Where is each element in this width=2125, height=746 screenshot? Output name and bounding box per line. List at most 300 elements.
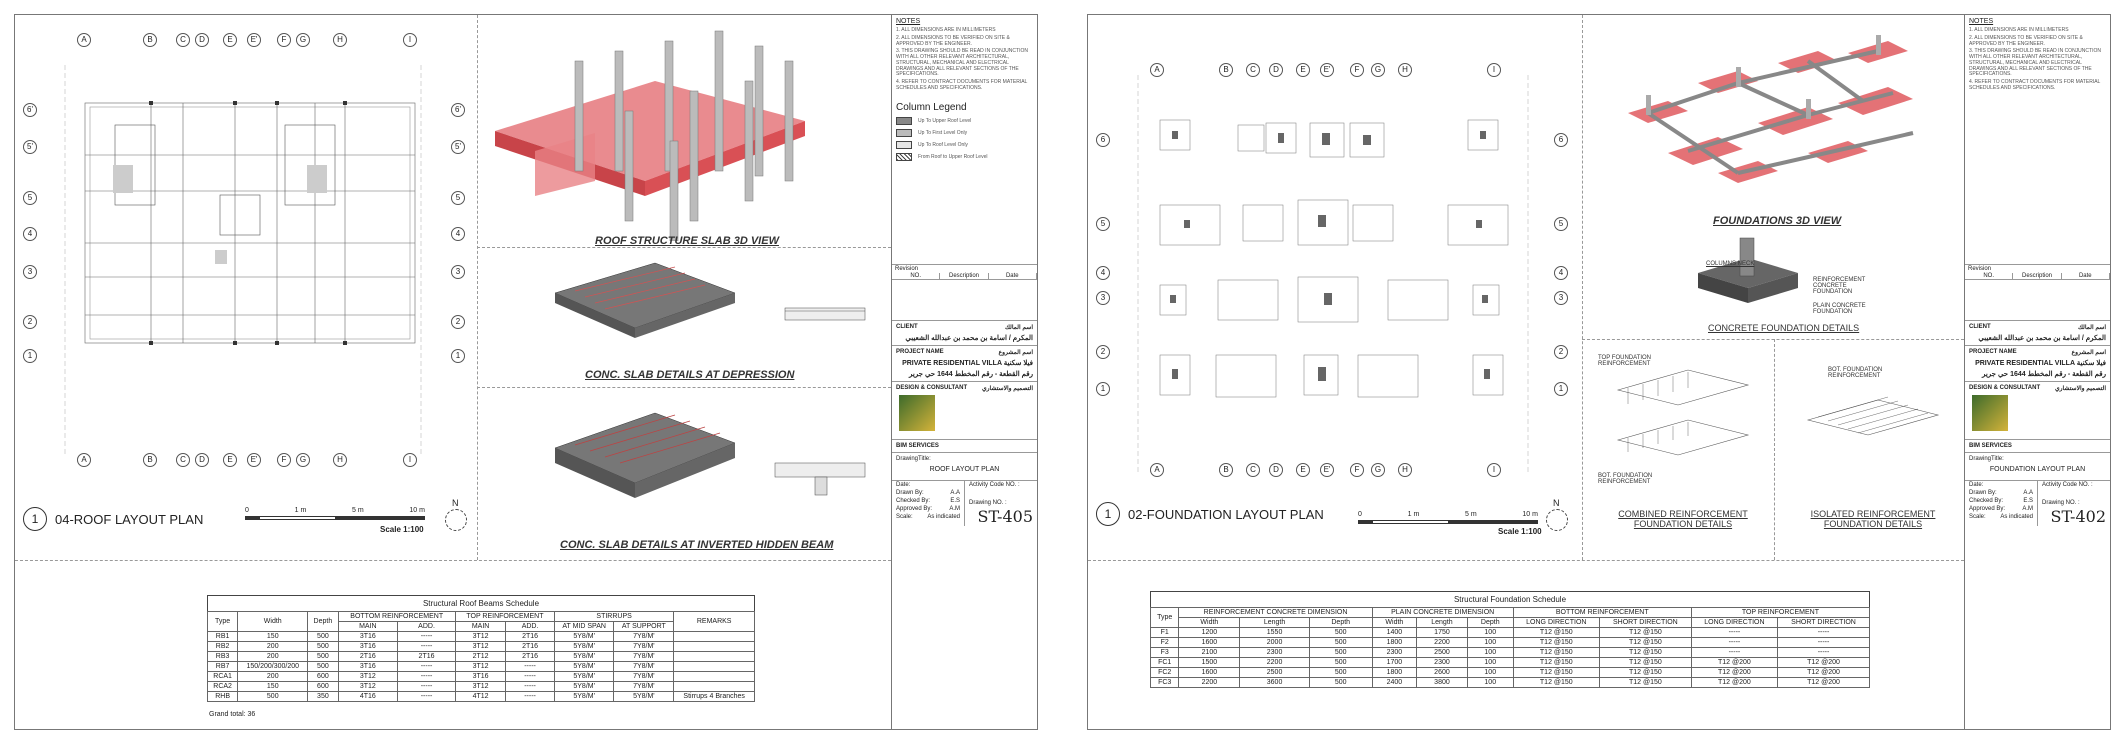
table-cell: 7Y8/M'	[614, 642, 674, 652]
meta-key: Date:	[896, 482, 911, 488]
table-cell: 1700	[1372, 658, 1416, 668]
grid-bubble-number: 4	[23, 227, 37, 241]
drawing-title-section	[892, 453, 1037, 481]
meta-left	[892, 481, 965, 526]
client-label-row	[896, 324, 1033, 331]
table-cell	[674, 672, 755, 682]
client	[1965, 321, 2110, 346]
notes-list	[1969, 28, 2106, 92]
project-value: PRIVATE RESIDENTIAL VILLA فيلا سكنية	[902, 360, 1033, 367]
col-header: BOTTOM REINFORCEMENT	[1513, 608, 1691, 618]
legend-swatch	[896, 141, 912, 149]
column-legend	[896, 102, 1033, 161]
col-subheader: Length	[1240, 618, 1310, 628]
col-subheader: ADD.	[506, 622, 555, 632]
grid-bubble-number: 2	[23, 315, 37, 329]
project	[892, 346, 1037, 382]
grid-bubble-number: 1	[451, 349, 465, 363]
drawing-number: ST-402	[2050, 507, 2106, 526]
legend-label: Up To Roof Level Only	[918, 141, 968, 148]
table-cell: -----	[506, 672, 555, 682]
table-row	[208, 642, 755, 652]
project-value: PRIVATE RESIDENTIAL VILLA فيلا سكنية	[1975, 360, 2106, 367]
table-cell: 350	[308, 692, 338, 702]
table-cell: 100	[1467, 638, 1513, 648]
table-cell: 500	[1309, 628, 1372, 638]
roof-layout-plan	[15, 15, 475, 560]
table-cell: T12 @150	[1599, 638, 1691, 648]
col-subheader: SHORT DIRECTION	[1778, 618, 1870, 628]
table-cell	[674, 652, 755, 662]
grid-bubble-number: 3	[1096, 291, 1110, 305]
client-label-ar: اسم المالك	[2077, 325, 2106, 331]
legend-item	[896, 141, 1033, 149]
table-cell: -----	[506, 682, 555, 692]
grid-bubble-letter: H	[333, 453, 347, 467]
design-label: DESIGN & CONSULTANT	[896, 385, 968, 391]
drawing-no-label: Drawing NO. :	[969, 500, 1007, 506]
table-cell: -----	[398, 662, 456, 672]
scale-bar	[245, 507, 425, 520]
note-item: 4. REFER TO CONTRACT DOCUMENTS FOR MATERIAL SCHEDULES AND SPECIFICATIONS.	[1969, 79, 2101, 91]
table-cell: 2300	[1372, 648, 1416, 658]
col-subheader: Width	[1179, 618, 1240, 628]
table-cell: 2200	[1240, 658, 1310, 668]
table-cell: F3	[1151, 648, 1179, 658]
table-cell: 7Y8/M'	[614, 652, 674, 662]
project-label-row	[1969, 349, 2106, 356]
plan-title	[1096, 502, 1324, 526]
drawing-title-value: ROOF LAYOUT PLAN	[929, 466, 1000, 473]
client-value: المكرم / اسامة بن محمد بن عبدالله الشعيبي	[905, 335, 1033, 342]
table-row	[1151, 638, 1870, 648]
table-cell: 2200	[1417, 638, 1468, 648]
meta-value: A.M	[2022, 506, 2033, 512]
label-bot-reinf-2: BOT. FOUNDATION REINFORCEMENT	[1828, 367, 1883, 379]
note-item: 2. ALL DIMENSIONS TO BE VERIFIED ON SITE & APPROVED BY THE ENGINEER.	[1969, 34, 2083, 47]
table-cell: 200	[238, 672, 308, 682]
meta-value: E.S	[2023, 498, 2033, 504]
table-cell: 1750	[1417, 628, 1468, 638]
grid-bubble-letter: G	[296, 453, 310, 467]
col-header: STIRRUPS	[554, 612, 673, 622]
table-cell: 1600	[1179, 638, 1240, 648]
grid-bubble-letter: E'	[247, 453, 261, 467]
grid-bubble-letter: B	[1219, 463, 1233, 477]
col-header: BOTTOM REINFORCEMENT	[338, 612, 455, 622]
col-header: TOP REINFORCEMENT	[455, 612, 554, 622]
legend-item	[896, 153, 1033, 161]
table-row	[1151, 658, 1870, 668]
grid-bubble-letter: A	[77, 453, 91, 467]
table-cell: 100	[1467, 668, 1513, 678]
table-cell: 7Y8/M'	[614, 682, 674, 692]
table-cell: T12 @150	[1599, 668, 1691, 678]
foundations-3d-view	[1608, 23, 1948, 213]
meta-value: As indicated	[2000, 514, 2033, 520]
revision-header	[1965, 273, 2110, 280]
table-cell: 200	[238, 642, 308, 652]
grid-bubble-number: 5	[1554, 217, 1568, 231]
drawing-meta	[1965, 481, 2110, 526]
table-cell: 5Y8/M'	[554, 632, 613, 642]
north-label: N	[452, 498, 459, 508]
revision-header	[892, 273, 1037, 280]
grid-bubble-letter: F	[1350, 463, 1364, 477]
table-cell: 100	[1467, 628, 1513, 638]
grid-bubble-number: 1	[1554, 382, 1568, 396]
grid-bubble-letter: G	[1371, 463, 1385, 477]
meta-row	[892, 481, 964, 489]
table-cell: 7Y8/M'	[614, 662, 674, 672]
grid-bubble-number: 6	[1096, 133, 1110, 147]
grid-bubble-number: 3	[451, 265, 465, 279]
grid-bubble-letter: A	[1150, 63, 1164, 77]
scale-tick: 5 m	[352, 507, 364, 514]
grid-bubble-number: 5'	[23, 140, 37, 154]
table-cell: 5Y8/M'	[554, 642, 613, 652]
client-label-ar: اسم المالك	[1004, 325, 1033, 331]
table-cell: 2T16	[506, 652, 555, 662]
title-block	[1964, 15, 2110, 729]
view-title-inverted-beam: CONC. SLAB DETAILS AT INVERTED HIDDEN BEAM	[560, 539, 834, 551]
concrete-foundation-detail	[1688, 233, 1828, 323]
drawing-title-label: DrawingTitle:	[896, 456, 931, 462]
col-subheader: LONG DIRECTION	[1513, 618, 1599, 628]
table-cell: 500	[238, 692, 308, 702]
table-cell: T12 @200	[1778, 678, 1870, 688]
table-cell	[674, 682, 755, 692]
table-cell: 500	[1309, 658, 1372, 668]
table-cell: 3T16	[338, 632, 398, 642]
table-cell: 600	[308, 672, 338, 682]
grid-bubble-letter: C	[1246, 63, 1260, 77]
table-cell: 3T16	[338, 642, 398, 652]
table-cell: T12 @200	[1778, 668, 1870, 678]
view-title-foundations-3d: FOUNDATIONS 3D VIEW	[1713, 215, 1842, 227]
grid-bubble-number: 2	[1554, 345, 1568, 359]
table-cell: 3600	[1240, 678, 1310, 688]
client-label-row	[1969, 324, 2106, 331]
grid-bubble-letter: C	[176, 453, 190, 467]
view-title-depression: CONC. SLAB DETAILS AT DEPRESSION	[585, 369, 795, 381]
table-cell: 2400	[1372, 678, 1416, 688]
label-column-neck: COLUMNS NECK	[1706, 261, 1755, 267]
design	[892, 382, 1037, 440]
col-subheader: AT SUPPORT	[614, 622, 674, 632]
plan-number: 1	[23, 507, 47, 531]
table-cell: 1550	[1240, 628, 1310, 638]
grid-bubble-number: 4	[1096, 266, 1110, 280]
table-cell: T12 @150	[1599, 648, 1691, 658]
table-cell: T12 @200	[1778, 658, 1870, 668]
table-row	[1151, 648, 1870, 658]
design	[1965, 382, 2110, 440]
col-header: Type	[208, 612, 238, 632]
legend-item	[896, 117, 1033, 125]
project-label: PROJECT NAME	[896, 349, 944, 355]
table-cell: 1800	[1372, 668, 1416, 678]
col-header: TOP REINFORCEMENT	[1691, 608, 1869, 618]
table-cell: T12 @150	[1513, 678, 1599, 688]
project-label-row	[896, 349, 1033, 356]
grid-bubble-letter: G	[296, 33, 310, 47]
col-header: Depth	[308, 612, 338, 632]
table-cell: 500	[308, 642, 338, 652]
bim-services	[1965, 440, 2110, 453]
table-cell: 2600	[1417, 668, 1468, 678]
meta-value: As indicated	[927, 514, 960, 520]
foundation-sheet	[1087, 14, 2111, 730]
grid-bubble-number: 5	[451, 191, 465, 205]
table-cell: -----	[398, 632, 456, 642]
note-item: 3. THIS DRAWING SHOULD BE READ IN CONJUNCTION WITH ALL OTHER RELEVANT ARCHITECTURAL, STRUCTURAL, MECHANICAL AND ELECTRICAL DRAWINGS AND ALL RELEVANT SECTIONS OF THE SPECIFICATIONS.	[1969, 48, 2101, 78]
bim-label: BIM SERVICES	[896, 443, 939, 449]
grid-bubble-number: 2	[451, 315, 465, 329]
table-row	[208, 662, 755, 672]
grid-bubble-letter: B	[143, 453, 157, 467]
legend-label: Up To Upper Roof Level	[918, 117, 972, 124]
design-label-row	[1969, 385, 2106, 392]
table-cell: RHB	[208, 692, 238, 702]
grid-bubble-number: 6	[1554, 133, 1568, 147]
scale-label: Scale 1:100	[380, 525, 424, 534]
project-label-ar: اسم المشروع	[998, 350, 1033, 356]
table-cell: 150	[238, 632, 308, 642]
note-item: 4. REFER TO CONTRACT DOCUMENTS FOR MATERIAL SCHEDULES AND SPECIFICATIONS.	[896, 79, 1028, 91]
table-cell: 100	[1467, 658, 1513, 668]
table-cell: -----	[506, 662, 555, 672]
roof-slab-3d-view	[485, 21, 885, 241]
inverted-beam-detail	[535, 393, 885, 533]
table-cell: 500	[308, 662, 338, 672]
table-cell: Stirrups 4 Branches	[674, 692, 755, 702]
table-cell: 2000	[1240, 638, 1310, 648]
meta-key: Date:	[1969, 482, 1984, 488]
table-cell: 1500	[1179, 658, 1240, 668]
grid-bubble-number: 3	[1554, 291, 1568, 305]
note-item: 1. ALL DIMENSIONS ARE IN MILLIMETERS	[1969, 27, 2069, 33]
table-cell: FC1	[1151, 658, 1179, 668]
table-cell: 4T12	[455, 692, 505, 702]
meta-row	[892, 513, 964, 521]
meta-value: E.S	[950, 498, 960, 504]
grid-bubble-number: 5	[1096, 217, 1110, 231]
table-cell: -----	[1778, 628, 1870, 638]
table-cell: 150/200/300/200	[238, 662, 308, 672]
scale-tick: 10 m	[1522, 511, 1538, 518]
table-cell: RB7	[208, 662, 238, 672]
project	[1965, 346, 2110, 382]
table-cell: 5Y8/M'	[554, 652, 613, 662]
grid-bubble-letter: C	[1246, 463, 1260, 477]
grid-bubble-letter: E'	[1320, 463, 1334, 477]
grid-bubble-letter: D	[1269, 63, 1283, 77]
table-cell: T12 @200	[1691, 668, 1777, 678]
table-cell: -----	[1691, 628, 1777, 638]
table-cell: RB2	[208, 642, 238, 652]
table-row	[208, 692, 755, 702]
view-title-combined: COMBINED REINFORCEMENT FOUNDATION DETAILS	[1618, 509, 1748, 529]
table-cell: -----	[1778, 648, 1870, 658]
note-item: 3. THIS DRAWING SHOULD BE READ IN CONJUNCTION WITH ALL OTHER RELEVANT ARCHITECTURAL, STRUCTURAL, MECHANICAL AND ELECTRICAL DRAWINGS AND ALL RELEVANT SECTIONS OF THE SPECIFICATIONS.	[896, 48, 1028, 78]
label-top-reinf: TOP FOUNDATION REINFORCEMENT	[1598, 355, 1652, 367]
col-header: Type	[1151, 608, 1179, 628]
client-label: CLIENT	[1969, 324, 1991, 330]
north-arrow	[1546, 498, 1568, 531]
roof-beams-schedule	[207, 595, 755, 702]
table-cell: 3T12	[338, 672, 398, 682]
col-header: Width	[238, 612, 308, 632]
table-cell: 2500	[1240, 668, 1310, 678]
client-value: المكرم / اسامة بن محمد بن عبدالله الشعيبي	[1978, 335, 2106, 342]
grid-bubble-number: 5'	[451, 140, 465, 154]
scale-bar	[1358, 511, 1538, 524]
project-sub: رقم القطعة - رقم المخطط 1644 حي جرير	[909, 371, 1033, 378]
meta-row	[1965, 497, 2037, 505]
table-cell: 150	[238, 682, 308, 692]
table-cell: T12 @150	[1513, 648, 1599, 658]
table-cell: 500	[1309, 648, 1372, 658]
table-cell: 5Y8/M'	[554, 662, 613, 672]
notes-title: NOTES	[896, 18, 921, 25]
col-subheader: Width	[1372, 618, 1416, 628]
table-cell: 2300	[1417, 658, 1468, 668]
col-subheader: MAIN	[455, 622, 505, 632]
table-cell: 200	[238, 652, 308, 662]
plan-title-text: 04-ROOF LAYOUT PLAN	[55, 511, 204, 527]
table-cell: -----	[1691, 648, 1777, 658]
table-cell: -----	[398, 682, 456, 692]
client	[892, 321, 1037, 346]
table-cell: -----	[398, 672, 456, 682]
label-plain-conc: PLAIN CONCRETE FOUNDATION	[1813, 303, 1866, 315]
table-cell: 2T16	[506, 632, 555, 642]
project-label-ar: اسم المشروع	[2071, 350, 2106, 356]
grid-bubble-number: 2	[1096, 345, 1110, 359]
table-cell: -----	[1778, 638, 1870, 648]
meta-value: A.A	[2023, 490, 2033, 496]
col-subheader: Depth	[1309, 618, 1372, 628]
notes-section	[892, 15, 1037, 265]
table-cell: 100	[1467, 648, 1513, 658]
roof-sheet	[14, 14, 1038, 730]
slab-depression-detail	[535, 253, 885, 373]
grid-bubble-letter: E	[223, 453, 237, 467]
table-cell: 3T12	[455, 632, 505, 642]
grid-bubble-letter: C	[176, 33, 190, 47]
table-cell: F1	[1151, 628, 1179, 638]
grid-bubble-letter: B	[143, 33, 157, 47]
legend-swatch	[896, 117, 912, 125]
table-cell: RB3	[208, 652, 238, 662]
legend-title: Column Legend	[896, 101, 967, 113]
grid-bubble-letter: I	[403, 33, 417, 47]
col-subheader: Length	[1417, 618, 1468, 628]
note-item: 2. ALL DIMENSIONS TO BE VERIFIED ON SITE & APPROVED BY THE ENGINEER.	[896, 34, 1010, 47]
table-row	[1151, 628, 1870, 638]
grid-bubble-letter: H	[1398, 63, 1412, 77]
table-cell: 7Y8/M'	[614, 672, 674, 682]
meta-row	[892, 489, 964, 497]
north-label: N	[1553, 498, 1560, 508]
scale-tick: 1 m	[294, 507, 307, 514]
meta-row	[1965, 489, 2037, 497]
scale-tick: 0	[1358, 511, 1362, 518]
table-cell: 2200	[1179, 678, 1240, 688]
table-cell: T12 @150	[1513, 658, 1599, 668]
table-cell: 3T12	[338, 682, 398, 692]
table-cell: T12 @200	[1691, 678, 1777, 688]
activity-code-label: Activity Code NO. :	[2042, 482, 2093, 488]
meta-row	[892, 505, 964, 513]
table-cell: T12 @150	[1513, 668, 1599, 678]
meta-left	[1965, 481, 2038, 526]
table-cell: -----	[1691, 638, 1777, 648]
grid-bubble-letter: E	[1296, 463, 1310, 477]
note-item: 1. ALL DIMENSIONS ARE IN MILLIMETERS	[896, 27, 996, 33]
grid-bubble-number: 4	[451, 227, 465, 241]
col-subheader: AT MID SPAN	[554, 622, 613, 632]
grid-bubble-letter: G	[1371, 63, 1385, 77]
col-subheader: Depth	[1467, 618, 1513, 628]
grid-bubble-number: 4	[1554, 266, 1568, 280]
meta-key: Checked By:	[896, 498, 931, 504]
meta-value: A.A	[950, 490, 960, 496]
table-cell	[674, 642, 755, 652]
table-cell: 1400	[1372, 628, 1416, 638]
meta-key: Drawn By:	[896, 490, 924, 496]
table-cell: 500	[1309, 638, 1372, 648]
table-cell: T12 @150	[1513, 638, 1599, 648]
table-cell: -----	[506, 692, 555, 702]
meta-row	[892, 497, 964, 505]
table-cell: 3T16	[338, 662, 398, 672]
table-cell: -----	[398, 642, 456, 652]
drawing-title-value: FOUNDATION LAYOUT PLAN	[1989, 466, 2086, 473]
notes-list	[896, 28, 1033, 92]
activity-code-label: Activity Code NO. :	[969, 482, 1020, 488]
table-cell: 1800	[1372, 638, 1416, 648]
table-cell: T12 @150	[1599, 628, 1691, 638]
design-label-row	[896, 385, 1033, 392]
table-cell: 3800	[1417, 678, 1468, 688]
grid-bubble-letter: F	[1350, 63, 1364, 77]
meta-key: Approved By:	[896, 506, 933, 512]
client-label: CLIENT	[896, 324, 918, 330]
table-cell: 3T12	[455, 682, 505, 692]
meta-row	[1965, 481, 2037, 489]
table-cell	[674, 632, 755, 642]
project-sub: رقم القطعة - رقم المخطط 1644 حي جرير	[1982, 371, 2106, 378]
north-arrow	[445, 498, 467, 531]
foundation-layout-plan	[1088, 15, 1564, 560]
grid-bubble-number: 6'	[23, 103, 37, 117]
table-cell: F2	[1151, 638, 1179, 648]
legend-item	[896, 129, 1033, 137]
table-cell: 5Y8/M'	[554, 682, 613, 692]
table-row	[1151, 668, 1870, 678]
grid-bubble-letter: E	[223, 33, 237, 47]
revision-table	[1965, 265, 2110, 321]
meta-key: Scale:	[896, 514, 913, 520]
grid-bubble-letter: E'	[247, 33, 261, 47]
table-row	[208, 632, 755, 642]
table-cell: 3T16	[455, 672, 505, 682]
meta-key: Drawn By:	[1969, 490, 1997, 496]
revision-col: Description	[940, 273, 988, 279]
plan-title-text: 02-FOUNDATION LAYOUT PLAN	[1128, 506, 1324, 522]
